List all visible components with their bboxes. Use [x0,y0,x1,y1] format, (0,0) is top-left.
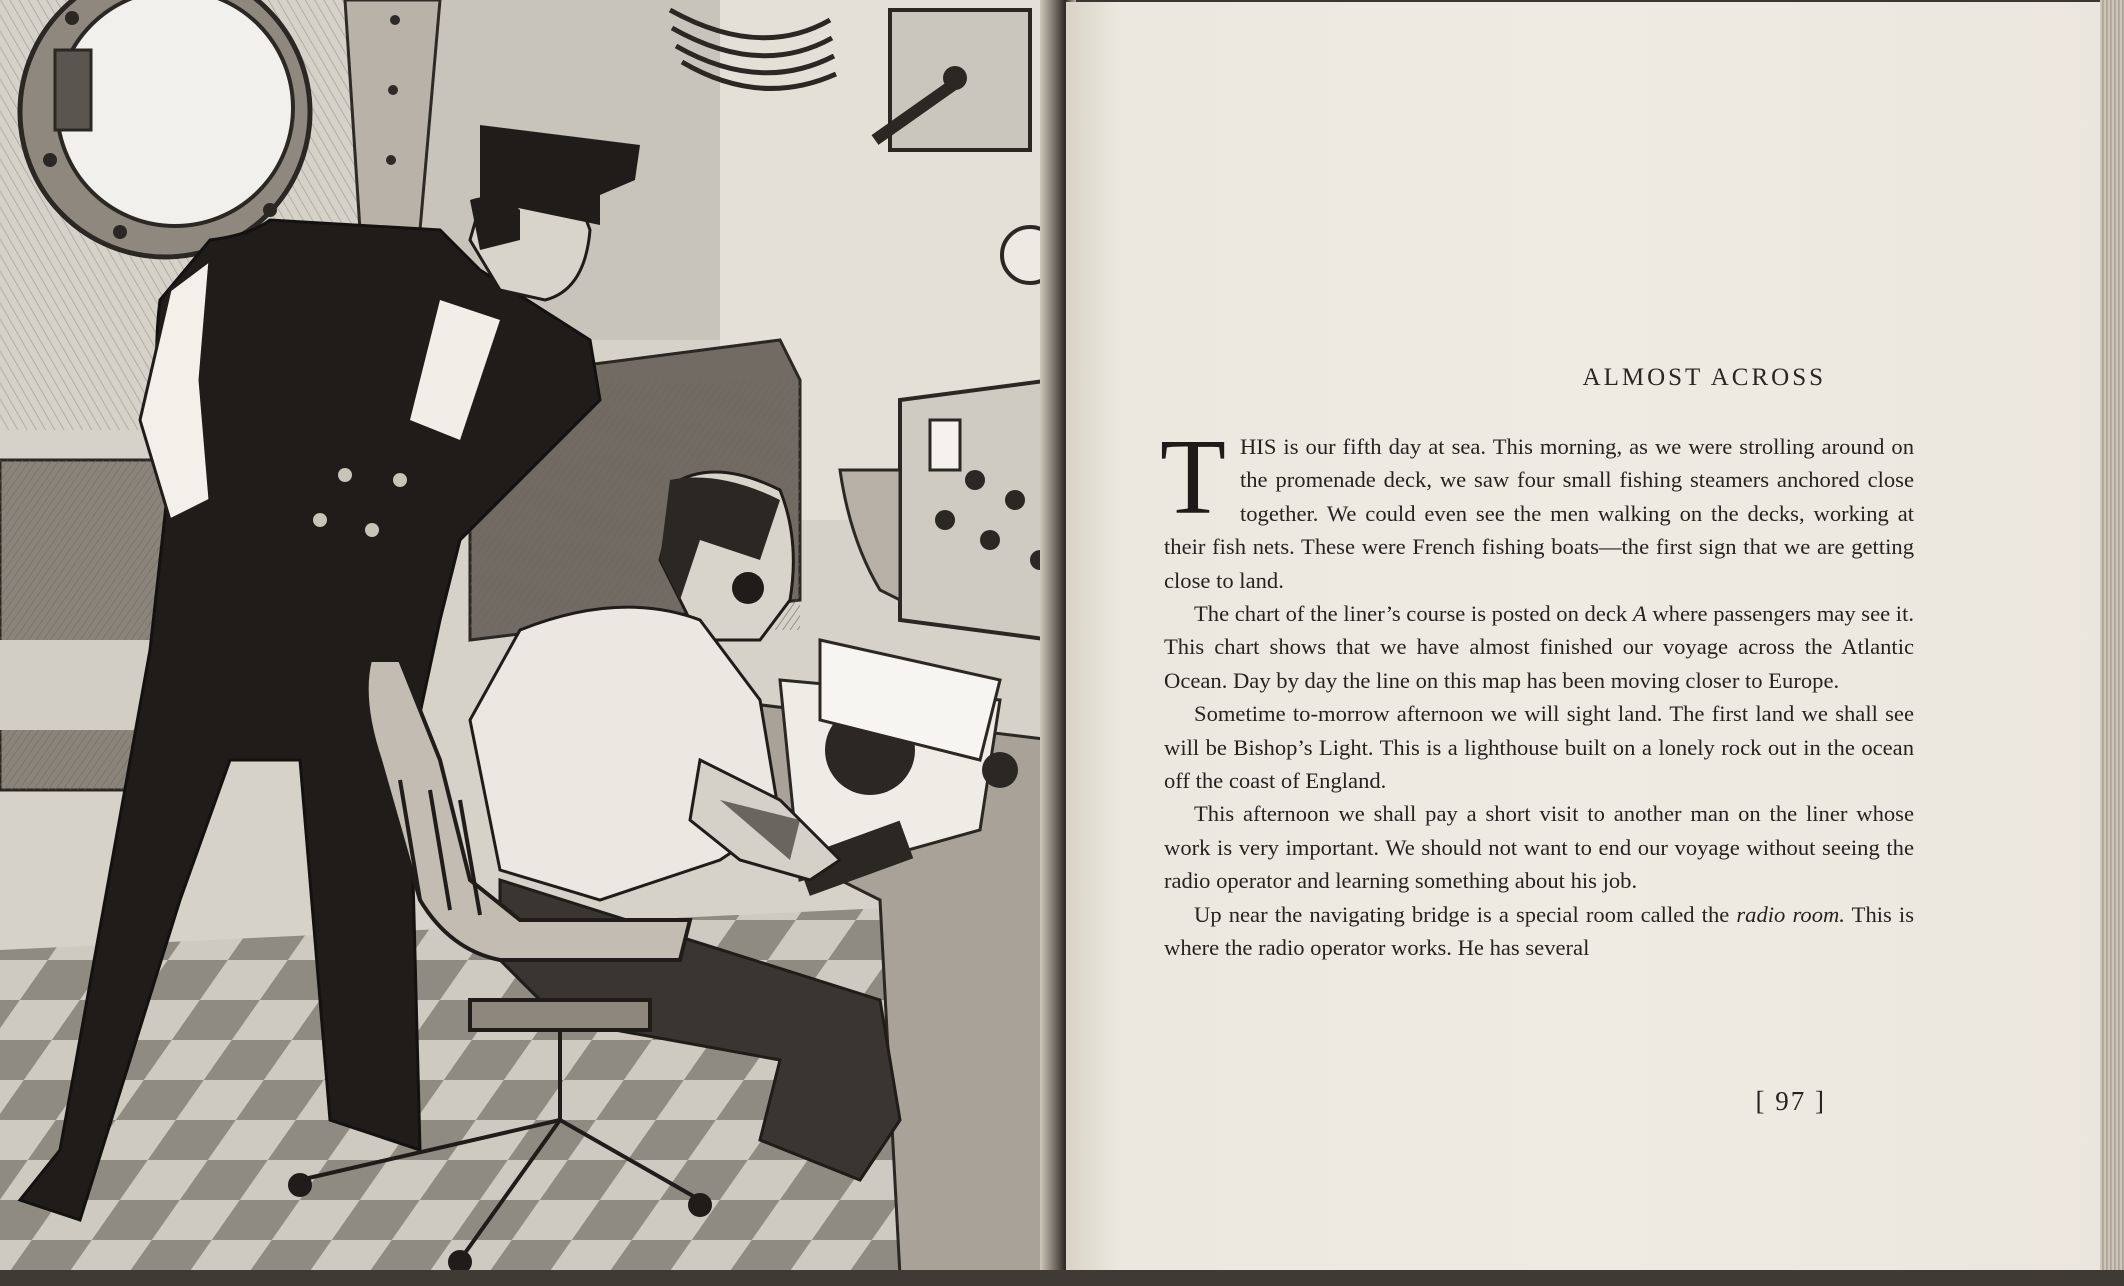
text-page [1066,2,2112,1276]
chapter-title: ALMOST ACROSS [1582,364,1826,391]
page-number: [ 97 ] [1755,1086,1826,1116]
paragraph: The chart of the liner’s course is posted on deck A where passengers may see it. This chart shows that we have almost finished our voyage across the Atlantic Ocean. Day by day the line on this map has been moving closer to Europe. [1164,601,1914,693]
drop-cap: T [1160,418,1226,537]
paragraph: Up near the navigating bridge is a special room called the radio room. This is where the radio operator works. He has several [1164,901,1914,961]
page-edges [2100,0,2124,1286]
illustration-page [0,0,1052,1276]
paragraph: THIS is our fifth day at sea. This morning, as we were strolling around on the promenade deck, we saw four small fishing steamers anchored close together. We could even see the men walking on the decks, working at their fish nets. These were French fishing boats—the first sign that we are getting close to land. [1160,418,1914,593]
radio-room-illustration [0,0,1052,1276]
paragraph: Sometime to-morrow afternoon we will sight land. The first land we shall see will be Bishop’s Light. This is a lighthouse built on a lonely rock out in the ocean off the coast of England. [1164,701,1914,794]
paragraph: This afternoon we shall pay a short visit to another man on the liner whose work is very important. We should not want to end our voyage without seeing the radio operator and learning something about his job. [1164,801,1914,894]
body-text [1160,418,1914,965]
cover-edge [0,1270,2124,1286]
